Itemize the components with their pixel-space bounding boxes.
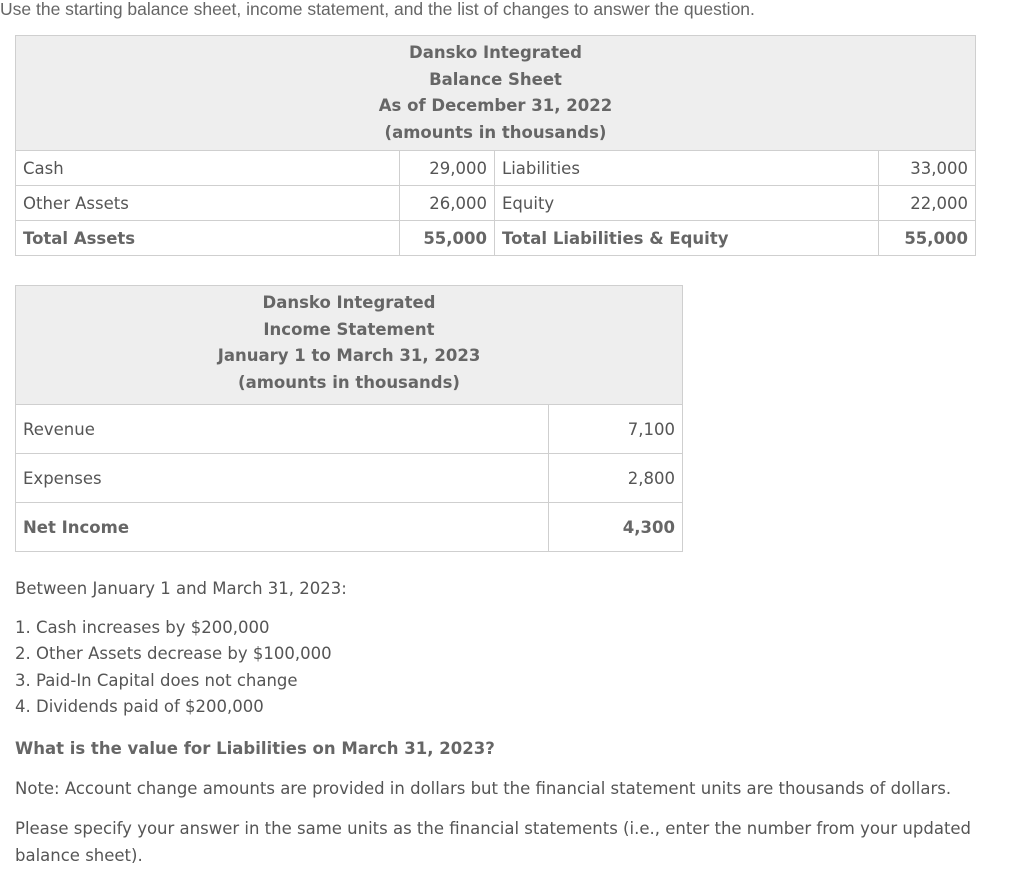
statement-units: (amounts in thousands) [238,372,460,392]
answer-instructions: Please specify your answer in the same units as the financial statements (i.e., enter the number from your updated balance sheet). [15,819,972,865]
equity-label: Equity [495,186,879,221]
table-row [16,503,683,552]
expenses-value: 2,800 [549,454,683,503]
table-row [16,405,683,454]
instructions: Use the starting balance sheet, income statement, and the list of changes to answer the question. [0,0,755,19]
total-liabilities-equity-label: Total Liabilities & Equity [495,221,879,256]
list-item: 4. Dividends paid of $200,000 [15,697,264,716]
units-note: Note: Account change amounts are provided in dollars but the financial statement units are thousands of dollars. [15,779,952,798]
balance-sheet-header [16,36,976,151]
other-assets-value: 26,000 [400,186,495,221]
other-assets-label: Other Assets [16,186,400,221]
balance-sheet-table [15,35,976,256]
income-statement-header [16,286,683,405]
list-item: 2. Other Assets decrease by $100,000 [15,644,332,663]
question: What is the value for Liabilities on March 31, 2023? [15,739,495,758]
net-income-value: 4,300 [549,503,683,552]
list-item: 3. Paid-In Capital does not change [15,670,298,690]
statement-title: Income Statement [263,319,435,339]
statement-period: January 1 to March 31, 2023 [217,346,481,365]
table-row [16,221,976,256]
revenue-value: 7,100 [549,405,683,454]
company-name: Dansko Integrated [409,43,582,62]
total-assets-label: Total Assets [16,221,400,256]
table-row [16,454,683,503]
total-assets-value: 55,000 [400,221,495,256]
changes-list [15,615,995,721]
equity-value: 22,000 [879,186,976,221]
table-row [16,186,976,221]
net-income-label: Net Income [16,503,549,552]
total-liabilities-equity-value: 55,000 [879,221,976,256]
cash-label: Cash [16,151,400,186]
income-statement-table [15,285,683,552]
company-name: Dansko Integrated [262,293,436,312]
statement-units: (amounts in thousands) [384,122,607,142]
statement-title: Balance Sheet [429,69,562,89]
table-row [16,151,976,186]
changes-intro: Between January 1 and March 31, 2023: [15,579,347,598]
liabilities-label: Liabilities [495,151,879,186]
expenses-label: Expenses [16,454,549,503]
cash-value: 29,000 [400,151,495,186]
list-item: 1. Cash increases by $200,000 [15,617,270,637]
changes-section [15,576,995,721]
revenue-label: Revenue [16,405,549,454]
liabilities-value: 33,000 [879,151,976,186]
statement-date: As of December 31, 2022 [378,96,613,115]
